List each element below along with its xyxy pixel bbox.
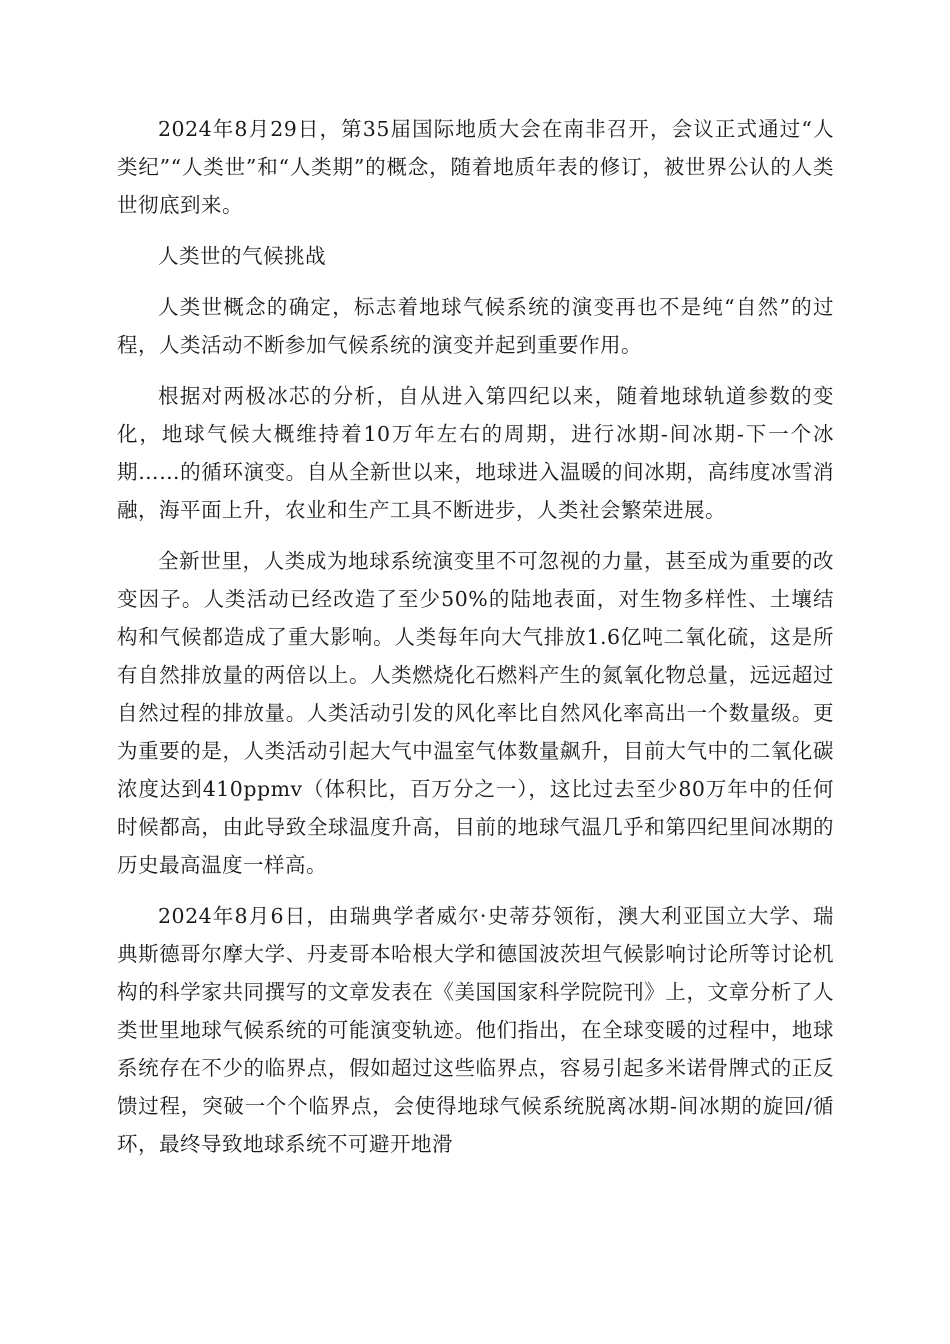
paragraph-pnas-study: 2024年8月6日，由瑞典学者威尔·史蒂芬领衔，澳大利亚国立大学、瑞典斯德哥尔摩大学、丹麦哥本哈根大学和德国波茨坦气候影响讨论所等讨论机构的科学家共同撰写的文章发表在《美国国家科学院院刊》上，文章分析了人类世里地球气候系统的可能演变轨迹。他们指出，在全球变暖的过程中，地球系统存在不少的临界点，假如超过这些临界点，容易引起多米诺骨牌式的正反馈过程，突破一个个临界点，会使得地球气候系统脱离冰期-间冰期的旋回/循环，最终导致地球系统不可避开地滑 (117, 904, 834, 1156)
paragraph-holocene-human-impact: 全新世里，人类成为地球系统演变里不可忽视的力量，甚至成为重要的改变因子。人类活动已经改造了至少50%的陆地表面，对生物多样性、土壤结构和气候都造成了重大影响。人类每年向大气排放1.6亿吨二氧化硫，这是所有自然排放量的两倍以上。人类燃烧化石燃料产生的氮氧化物总量，远远超过自然过程的排放量。人类活动引发的风化率比自然风化率高出一个数量级。更为重要的是，人类活动引起大气中温室气体数量飙升，目前大气中的二氧化碳浓度达到410ppmv（体积比，百万分之一），这比过去至少80万年中的任何时候都高，由此导致全球温度升高，目前的地球气温几乎和第四纪里间冰期的历史最高温度一样高。 (117, 549, 834, 877)
paragraph-congress: 2024年8月29日，第35届国际地质大会在南非召开，会议正式通过“人类纪”“人类世”和“人类期”的概念，随着地质年表的修订，被世界公认的人类世彻底到来。 (117, 117, 834, 217)
paragraph-ice-core: 根据对两极冰芯的分析，自从进入第四纪以来，随着地球轨道参数的变化，地球气候大概维持着10万年左右的周期，进行冰期-间冰期-下一个冰期……的循环演变。自从全新世以来，地球进入温暖的间冰期，高纬度冰雪消融，海平面上升，农业和生产工具不断进步，人类社会繁荣进展。 (117, 384, 834, 522)
paragraph-anthropocene-definition: 人类世概念的确定，标志着地球气候系统的演变再也不是纯“自然”的过程，人类活动不断参加气候系统的演变并起到重要作用。 (117, 295, 834, 357)
section-heading: 人类世的气候挑战 (158, 244, 326, 268)
document-body (117, 110, 834, 1176)
